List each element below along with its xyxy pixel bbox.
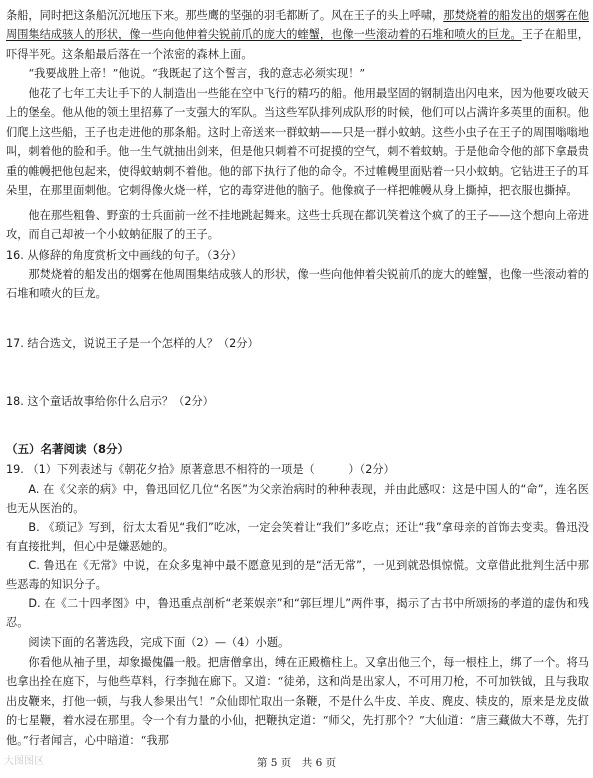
question-16: 16. 从修辞的角度赏析文中画线的句子。（3分） — [6, 249, 242, 262]
story-text: 王子在船里，吓得半死。这条船最后落在一个浓密的森林上面。 — [6, 28, 589, 61]
story-text: 条船，同时把这条船沉沉地压下来。那些鹰的坚强的羽毛都断了。风在王子的头上呼啸， — [6, 9, 444, 22]
section-title: （五）名著阅读（8分） — [6, 442, 130, 456]
option-d: D. 在《二十四孝图》中，鲁迅重点剖析“老莱娱亲”和“郭巨埋儿”两件事，揭示了古书中所颂扬的孝道的虚伪和残忍。 — [6, 597, 589, 630]
option-b: B. 《琐记》写到，衍太太看见“我们”吃冰，一定会笑着让“我们”多吃点；还让“我”拿母亲的首饰去变卖。鲁迅没有直接批判，但心中是嫌恶她的。 — [6, 521, 589, 554]
story-paragraph-3: 他花了七年工夫让手下的人制造出一些能在空中飞行的精巧的船。他用最坚固的钢制造出闪电来，因为他要攻破天上的堡垒。他从他的领土里招募了一支强大的军队。当这些军队排列成队形的时候，他们可以占满许多英里的面积。他们爬上这些船，王子也走进他的那条船。这时上帝送来一群蚊蚋——只是一群小蚊蚋。这些小虫子在王子的周围嗡嗡地叫，刺着他的脸和手。他一生气就抽出剑来，但是他只刺着不可捉摸的空气，刺不着蚊蚋。于是他命令他的部下拿最贵重的帷幔把他包起来，使得蚊蚋刺不着他。他的部下执行了他的命令。不过帷幔里面贴着一只小蚊蚋。它钻进王子的耳朵里，在那里面刺他。它刺得像火烧一样，它的毒穿进他的脑子。他像疯子一样把帷幔从身上撕掉，把衣服也撕掉。 — [6, 87, 589, 198]
question-18: 18. 这个童话故事给你什么启示？（2分） — [6, 395, 214, 408]
story-paragraph-2: “我要战胜上帝！”他说。“我既起了这个誓言，我的意志必须实现！” — [28, 67, 366, 80]
option-c: C. 鲁迅在《无常》中说，在众多鬼神中最不愿意见到的是“活无常”，一见到就恐惧惊慌。文章借此批判生活中那些恶毒的知识分子。 — [6, 559, 589, 592]
story-paragraph-4: 他在那些粗鲁、野蛮的士兵面前一丝不挂地跳起舞来。这些士兵现在都讥笑着这个疯了的王子——这个想向上帝进攻，而自己却被一个小蚊蚋征服了的王子。 — [6, 209, 589, 242]
watermark-logo: 大图图区 — [4, 756, 44, 767]
story-paragraph-1 — [6, 6, 589, 64]
question-19: 19. （1）下列表述与《朝花夕拾》原著意思不相符的一项是（ ）（2分） — [6, 463, 395, 476]
reading-instruction: 阅读下面的名著选段，完成下面（2）—（4）小题。 — [28, 636, 290, 649]
excerpt-paragraph: 你看他从袖子里，却象撮傀儡一般。把唐僧拿出，缚在正殿檐柱上。又拿出他三个，每一根柱上，绑了一个。将马也拿出拴在庭下，与他些草料，行李抛在廊下。又道：“徒弟，这和尚是出家人，不可用刀枪，不可加铁钺，且与我取出皮鞭来，打他一顿，与我人参果出气！”众仙即忙取出一条鞭，不是什么牛皮、羊皮、麂皮、犊皮的，原来是龙皮做的七星鞭，着水浸在那里。令一个有力量的小仙，把鞭执定道：“师父，先打那个？”大仙道：“唐三藏做大不尊，先打他。”行者闻言，心中暗道：“我那 — [6, 656, 589, 747]
option-a: A. 在《父亲的病》中，鲁迅回忆几位“名医”为父亲治病时的种种表现，并由此感叹：这是中国人的“命”，连名医也无从医治的。 — [6, 483, 589, 516]
underlined-sentence: 那焚烧着的船发出的烟雾在他周围集结成骇人的形状，像一些向他伸着尖锐前爪的庞大的蝰蟹，也像一些滚动着的石堆和喷火的巨龙。 — [6, 9, 589, 42]
question-16-quote: 那焚烧着的船发出的烟雾在他周围集结成骇人的形状，像一些向他伸着尖锐前爪的庞大的蝰蟹，也像一些滚动着的石堆和喷火的巨龙。 — [6, 268, 589, 301]
question-17: 17. 结合选文，说说王子是一个怎样的人？（2分） — [6, 337, 259, 350]
page-number: 第 5 页 共 6 页 — [256, 757, 337, 769]
